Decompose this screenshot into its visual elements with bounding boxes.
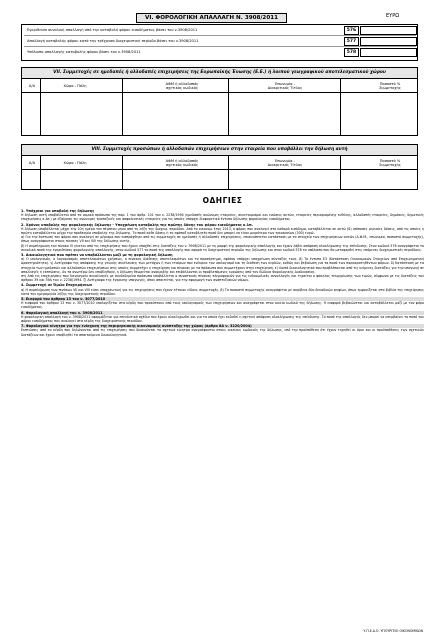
col-header-vat: ΑΦΜ ή αλλοδαπός σχετικός κωδικός — [165, 82, 199, 91]
row-code: 576 — [344, 26, 359, 35]
col-header-country: Χώρα - Πόλη — [63, 161, 87, 165]
instruction-subheading: 6. Φορολογική απαλλαγή του ν. 3908/2011 — [21, 311, 424, 315]
col-header-name: Επωνυμία - Διακριτικός Τίτλος — [267, 82, 303, 91]
instruction-subheading: 7. Φορολογικά κίνητρα για την ενίσχυση της περιφερειακής οικονομικής ανάπτυξης της χώρας (άρθρο 8Α ν. 3220/2004) — [21, 324, 424, 328]
section6-table — [24, 25, 416, 58]
row-code: 577 — [344, 37, 359, 46]
instruction-paragraph: α) Ο ισολογισμός, ο λογαριασμός αποτελεσμάτων χρήσεως, ο πίνακας διάθεσης αποτελεσμάτων και το προσάρτημα, εφόσον υπάρχει υποχρέωση σύνταξής τους. β) Το έντυπο Ε3 (Κατάσταση Οικονομικών Στοιχείων από Επιχειρηματική Δραστηριότητα). γ) Αντίγραφο της απόφασης της γενικής συνέλευσης των μετόχων ή των εταίρων που ενέκρινε τον ισολογισμό και τη διάθεση των κερδών, καθώς και βεβαίωση για τα ποσά των παρακρατηθέντων φόρων. δ) Κατάσταση με τα στοιχεία των ημεδαπών και αλλοδαπών επιχειρήσεων στις οποίες συμμετέχει η επιχείρηση και πίνακας με τα πρόσωπα που συμμετέχουν στην επιχείρηση. ε) Λοιπά δικαιολογητικά που προβλέπονται από τις κείμενες διατάξεις για την υπαγωγή σε απαλλαγές ή εκπτώσεις. Αν τα ανωτέρω δεν υποβληθούν, η δήλωση θεωρείται ανακριβής και επιβάλλονται οι προβλεπόμενες κυρώσεις από τον Κώδικα Φορολογικής Διαδικασίας. — [21, 257, 424, 274]
col-divider — [340, 156, 341, 189]
col-divider — [340, 79, 341, 135]
col-divider — [122, 156, 123, 189]
instruction-subheading: 1. Υπόχρεοι για υποβολή της δήλωσης — [21, 209, 95, 213]
col-header-aa: Α/Α — [28, 84, 36, 88]
section6-row — [24, 36, 416, 47]
row-label: Υπόλοιπο απαλλαγής καταβολής φόρου βάσει του ν.3908/2011 — [27, 50, 141, 54]
instruction-subheading: 3. Δικαιολογητικά που πρέπει να υποβάλλονται μαζί με τη φορολογική δήλωση — [21, 253, 173, 258]
section6-row — [24, 25, 416, 36]
instructions-heading: ΟΔΗΓΙΕΣ — [202, 196, 243, 205]
col-header-name: Επωνυμία - Διακριτικός Τίτλος — [267, 159, 303, 168]
amount-field[interactable] — [360, 37, 417, 46]
col-divider — [228, 79, 229, 135]
col-header-vat: ΑΦΜ ή αλλοδαπός σχετικός κωδικός — [165, 159, 199, 168]
section6-title: VI. ΦΟΡΟΛΟΓΙΚΗ ΑΠΑΛΛΑΓΗ Ν. 3908/2011 — [136, 13, 287, 23]
instruction-paragraph: α) Για την έκπτωση του φόρου που αναλογεί σε μέρισμα που εισπράχθηκε από τις συμμετοχές σε ημεδαπές ή αλλοδαπές επιχειρήσεις, επισυνάπτεται κατάσταση με τα στοιχεία των επιχειρήσεων αυτών (Α.Φ.Μ., επωνυμία, ποσοστό συμμετοχής), όπως αναγράφονται στους πίνακες VII και VIII της δήλωσης αυτής. — [21, 235, 424, 244]
row-divider — [22, 169, 417, 170]
currency-label: ΕΥΡΩ — [386, 13, 400, 19]
instruction-paragraph: α) Η συμπλήρωση των πινάκων VII και VIII είναι υποχρεωτική για τις επιχειρήσεις που έχουν τέτοιου είδους συμμετοχές. β) Το ποσοστό συμμετοχής αναγράφεται με ακρίβεια δύο δεκαδικών ψηφίων, όπως εμφανίζεται στα βιβλία της επιχείρησης κατά την ημερομηνία λήξης της διαχειριστικής περιόδου. — [21, 287, 424, 296]
instruction-paragraph: στ) Από τις επιχειρήσεις που διενεργούν συναλλαγές με συνδεδεμένα πρόσωπα υποβάλλεται ο συνοπτικός πίνακας πληροφοριών για τις ενδοομιλικές συναλλαγές και τηρείται ο φάκελος τεκμηρίωσης των τιμών, σύμφωνα με τις διατάξεις του άρθρου 39 και 39Α του ν. 2238/1994. ζ) Αντίγραφο της έγκρισης υπαγωγής, όπου απαιτείται, για την εφαρμογή των αναπτυξιακών νόμων. — [21, 274, 424, 283]
col-header-aa: Α/Α — [28, 161, 36, 165]
footer-text: Υ.Π.Ε.Α.Ο. ΥΠΟΥΡΓΕΙΟ ΟΙΚΟΝΟΜΙΚΩΝ — [363, 629, 423, 633]
col-header-country: Χώρα - Πόλη — [63, 84, 87, 88]
section8-table — [21, 144, 418, 190]
instruction-paragraph: Η δήλωση υποβάλλεται μέχρι την 10η ημέρα του πέμπτου μήνα από τη λήξη της διαχειρ. περιόδου. Από το οικονομ. έτος 2013, ο φόρος που αναλογεί στο καθαρό εισόδημα, καταβάλλεται σε οκτώ (8) ισόποσες μηνιαίες δόσεις, από τις οποίες η πρώτη καταβάλλεται μέχρι την προθεσμία υποβολής της δήλωσης. Το ποσό κάθε δόσης ή το εφάπαξ καταβλητέο ποσό δεν μπορεί να είναι μικρότερο των τριακοσίων (300) ευρώ. — [21, 226, 424, 236]
amount-field[interactable] — [360, 26, 417, 35]
instruction-paragraph: Η δήλωση αυτή υποβάλλεται από τα νομικά πρόσωπα της παρ. 1 του άρθρ. 101 του ν. 2238/1994 (ημεδαπές ανώνυμες εταιρείες, συνεταιρισμοί και ενώσεις αυτών, εταιρείες περιορισμένης ευθύνης, αλλοδαπές εταιρείες, δημόσιες, δημοτικές επιχειρήσεις κ.λπ.) με εξαίρεση τις ανώνυμες τραπεζικές και ασφαλιστικές εταιρείες για τις οποίες υπάρχει διαφορετικό έντυπο δήλωσης φορολογίας εισοδήματος. — [21, 213, 424, 222]
col-divider — [40, 156, 41, 189]
instruction-paragraph: β) Η συμπλήρωση του πίνακα VI γίνεται από τις επιχειρήσεις που έχουν υπαχθεί στις διατάξεις του ν. 3908/2011 με τη μορφή της φορολογικής απαλλαγής και έχουν λάβει απόφαση ολοκλήρωσης της επένδυσης. Στον κωδικό 576 αναγράφεται το συνολικό ποσό της εγκριθείσας φορολογικής απαλλαγής, στον κωδικό 577 το ποσό της απαλλαγής που αφορά τη διαχειριστική περίοδο της δήλωσης και στον κωδικό 578 το υπόλοιπο που θα μεταφερθεί στις επόμενες διαχειριστικές περιόδους. — [21, 243, 424, 252]
col-header-percent: Ποσοστό % Συμμετοχής — [379, 82, 401, 91]
col-divider — [122, 79, 123, 135]
instruction-paragraph: Η φορολογική απαλλαγή του ν. 3908/2011 εφαρμόζεται για επενδυτικά σχέδια που έχουν ολοκληρωθεί και για τα οποία έχει εκδοθεί η σχετική απόφαση ολοκλήρωσης της επένδυσης. Το ποσό της απαλλαγής δεν μπορεί να υπερβαίνει το ποσό του φόρου εισοδήματος που αναλογεί στα κέρδη της διαχειριστικής περιόδου. — [21, 314, 424, 324]
row-label: Απαλλαγή καταβολής φόρου κατά την τρέχουσα διαχειριστική περίοδο βάσει του ν.3908/2011 — [27, 39, 199, 43]
instruction-paragraph: Η εισφορά του άρθρου 13 του ν. 3077/2010 υπολογίζεται στα κέρδη που προκύπτουν από τους ισολογισμούς των επιχειρήσεων και αναγράφεται στον οικείο κωδικό της δήλωσης. Η εισφορά βεβαιώνεται και καταβάλλεται μαζί με τον φόρο εισοδήματος. — [21, 301, 424, 310]
instruction-subheading: 2. Χρόνος υποβολής της φορολογικής δήλωσης - Υποχρέωση καταβολής της πρώτης δόσης του φόρου εισοδήματος κ.λπ. — [21, 222, 253, 227]
row-divider — [22, 92, 417, 93]
amount-field[interactable] — [360, 48, 417, 57]
row-label: Εγκριθείσα συνολική απαλλαγή από την καταβολή φόρου εισοδήματος βάσει του ν.3908/2011 — [27, 28, 198, 32]
row-code: 578 — [344, 48, 359, 57]
col-divider — [40, 79, 41, 135]
col-divider — [228, 156, 229, 189]
section8-title: VIII. Συμμετοχές προσώπων ή αλλοδαπών επιχειρήσεων στην εταιρεία που υποβάλλει την δήλωση αυτή — [22, 145, 417, 156]
section6-row — [24, 47, 416, 58]
section7-table — [21, 67, 418, 136]
instructions-body — [21, 208, 424, 337]
section7-title: VII. Συμμετοχές σε ημεδαπές ή αλλοδαπές επιχειρήσεις της Ευρωπαϊκής Ένωσης (Ε.Ε.) ή λοιπού γεωγραφικού αποτελεσματικού χώρου — [22, 68, 417, 79]
instruction-subheading: 4. Συμμετοχή σε Όμιλο Επιχειρήσεων — [21, 283, 93, 288]
instruction-subheading: 5. Εισφορά του άρθρου 13 του ν. 3077/2010 — [21, 297, 424, 301]
col-header-percent: Ποσοστό % Συμμετοχής — [379, 159, 401, 168]
instruction-paragraph: Εκπτώσεις από τα κέρδη που δηλώνονται από τις επιχειρήσεις που δικαιούνται τα σχετικά κίνητρα αναγράφονται στους οικείους κωδικούς της δήλωσης, υπό την προϋπόθεση ότι έχουν τηρηθεί οι όροι και οι προϋποθέσεις των σχετικών διατάξεων και έχουν υποβληθεί τα απαιτούμενα δικαιολογητικά. — [21, 328, 424, 337]
